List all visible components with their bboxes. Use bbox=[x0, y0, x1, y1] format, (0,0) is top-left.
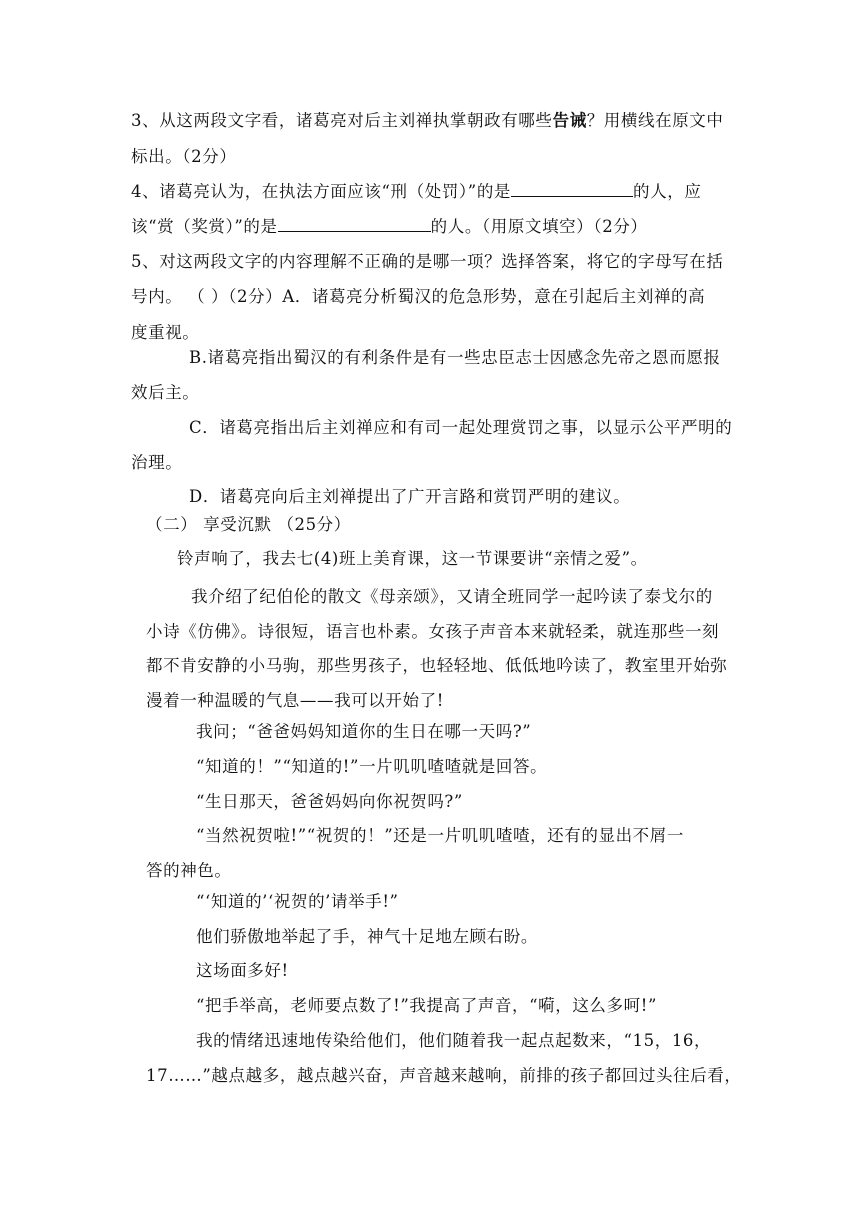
passage-paragraph: 铃声响了，我去七(4)班上美育课，这一节课要讲“亲情之爱”。 bbox=[177, 549, 648, 568]
passage-paragraph: 这场面多好! bbox=[196, 961, 289, 980]
passage-paragraph: 我介绍了纪伯伦的散文《母亲颂》，又请全班同学一起吟读了泰戈尔的 bbox=[191, 587, 713, 606]
question-4-text-2: 该“赏（奖赏）”的是 bbox=[131, 217, 278, 236]
passage-paragraph: 我的情绪迅速地传染给他们，他们随着我一起点起数来，“15，16， bbox=[196, 1031, 712, 1050]
question-3-text-end: ？用横线在原文中 bbox=[586, 111, 724, 130]
answer-blank-reward[interactable] bbox=[278, 217, 431, 232]
option-c-line-1: C．诸葛亮指出后主刘禅应和有司一起处理赏罚之事，以显示公平严明的 bbox=[189, 418, 733, 437]
question-3-text: 3、从这两段文字看，诸葛亮对后主刘禅执掌朝政有哪些 bbox=[131, 111, 553, 130]
answer-blank-punish[interactable] bbox=[511, 182, 633, 197]
question-4-text-2-cont: 的人。（用原文填空）（2分） bbox=[430, 217, 648, 236]
passage-paragraph: “知道的！”“知道的!”一片叽叽喳喳就是回答。 bbox=[196, 757, 548, 776]
question-3-line-1 bbox=[131, 111, 724, 131]
question-5-line-3: 度重视。 bbox=[131, 323, 200, 342]
option-c-line-2: 治理。 bbox=[131, 453, 183, 472]
question-4-text-cont: 的人，应 bbox=[633, 182, 702, 201]
question-4-line-2 bbox=[131, 217, 648, 237]
question-5-line-2: 号内。 （ ）（2分）A．诸葛亮分析蜀汉的危急形势，意在引起后主刘禅的高 bbox=[131, 287, 706, 306]
option-b-line-2: 效后主。 bbox=[131, 383, 200, 402]
passage-paragraph: 他们骄傲地举起了手，神气十足地左顾右盼。 bbox=[196, 927, 538, 946]
passage-paragraph: “生日那天，爸爸妈妈向你祝贺吗?” bbox=[196, 792, 463, 811]
option-d-line: D．诸葛亮向后主刘禅提出了广开言路和赏罚严明的建议。 bbox=[189, 487, 631, 506]
passage-paragraph: “把手举高，老师要点数了!”我提高了声音，“嗬，这么多呵!” bbox=[196, 996, 658, 1015]
passage-paragraph: 都不肯安静的小马驹，那些男孩子，也轻轻地、低低地吟读了，教室里开始弥 bbox=[146, 656, 728, 675]
question-3-line-2: 标出。（2分） bbox=[131, 147, 237, 166]
passage-paragraph: 答的神色。 bbox=[146, 861, 232, 880]
passage-paragraph: “‘知道的’‘祝贺的’请举手!” bbox=[196, 892, 399, 911]
passage-paragraph: 小诗《仿佛》。诗很短，语言也朴素。女孩子声音本来就轻柔，就连那些一刻 bbox=[146, 622, 720, 641]
question-4-text: 4、诸葛亮认为，在执法方面应该“刑（处罚）”的是 bbox=[131, 182, 512, 201]
passage-paragraph: 漫着一种温暖的气息——我可以开始了! bbox=[146, 691, 444, 710]
question-5-line-1: 5、对这两段文字的内容理解不正确的是哪一项？选择答案，将它的字母写在括 bbox=[131, 252, 724, 271]
option-b-line-1: B.诸葛亮指出蜀汉的有利条件是有一些忠臣志士因感念先帝之恩而愿报 bbox=[189, 348, 721, 367]
passage-paragraph: “当然祝贺啦!”“祝贺的！”还是一片叽叽喳喳，还有的显出不屑一 bbox=[196, 826, 684, 845]
passage-paragraph: 17……”越点越多，越点越兴奋，声音越来越响，前排的孩子都回过头往后看， bbox=[146, 1066, 742, 1085]
question-3-bold-keyword: 告诫 bbox=[552, 111, 587, 130]
section-2-heading: （二） 享受沉默 （25分） bbox=[146, 515, 351, 534]
passage-paragraph: 我问；“爸爸妈妈知道你的生日在哪一天吗?” bbox=[196, 722, 532, 741]
question-4-line-1 bbox=[131, 182, 701, 202]
